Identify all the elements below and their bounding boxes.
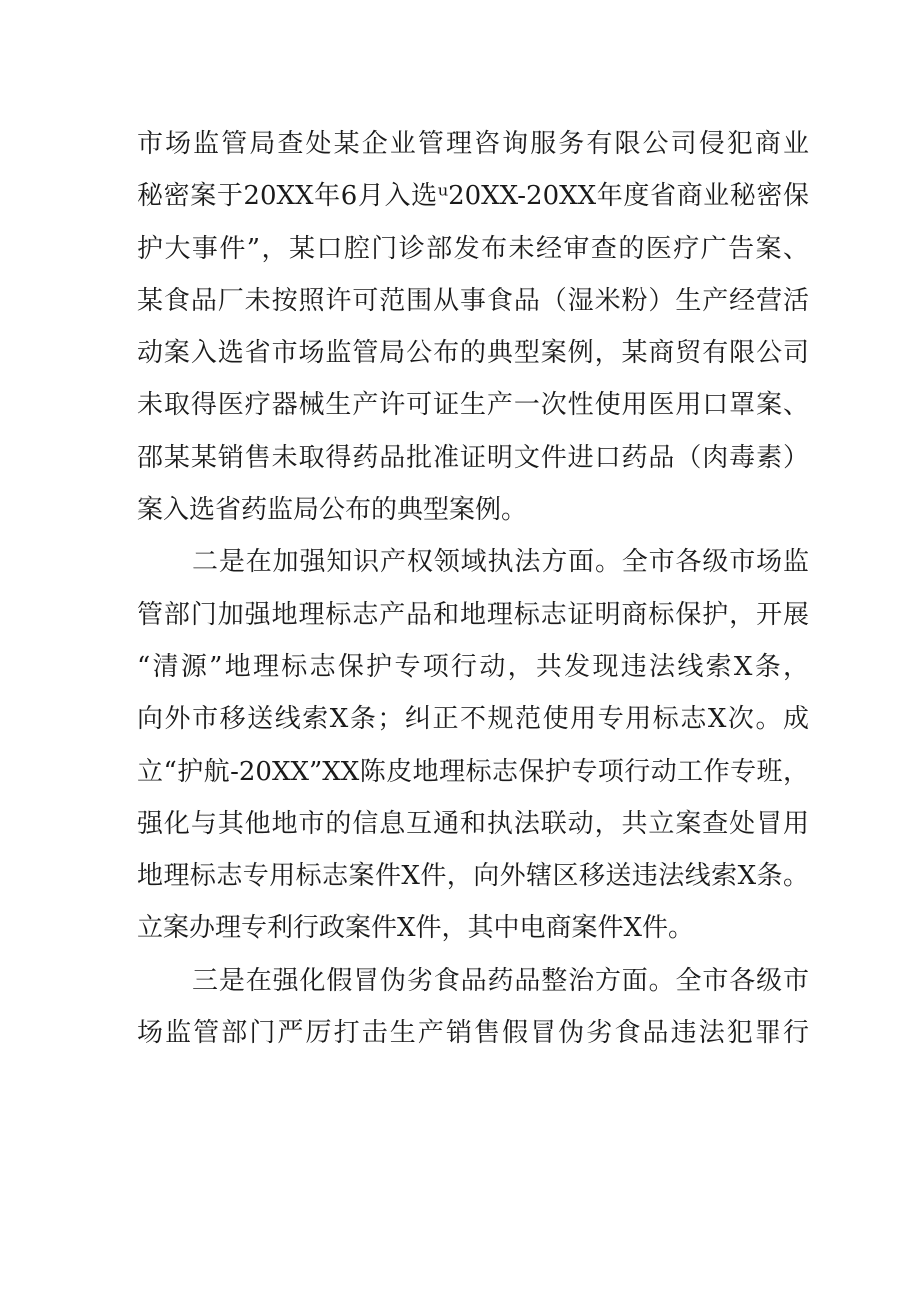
text-line: 未取得医疗器械生产许可证生产一次性使用医用口罩案、 <box>137 390 809 421</box>
text-line: 案入选省药监局公布的典型案例。 <box>137 495 528 526</box>
text-line: 邵某某销售未取得药品批准证明文件进口药品（肉毒素） <box>137 442 809 473</box>
paragraph-start-line: 三是在强化假冒伪劣食品药品整治方面。全市各级市 <box>192 965 809 996</box>
text-line: 向外市移送线索X条；纠正不规范使用专用标志X次。成 <box>137 704 809 735</box>
text-line: 秘密案于20XX年6月入选ᵘ20XX-20XX年度省商业秘密保 <box>137 181 809 212</box>
text-line: 动案入选省市场监管局公布的典型案例，某商贸有限公司 <box>137 338 809 369</box>
text-line: 立“护航-20XX”XX陈皮地理标志保护专项行动工作专班， <box>137 756 809 787</box>
text-line: 护大事件”，某口腔门诊部发布未经审查的医疗广告案、 <box>137 233 809 264</box>
text-line: 强化与其他地市的信息互通和执法联动，共立案查处冒用 <box>137 808 809 839</box>
text-line: 场监管部门严厉打击生产销售假冒伪劣食品违法犯罪行 <box>137 1018 809 1049</box>
text-line: 地理标志专用标志案件X件，向外辖区移送违法线索X条。 <box>137 861 809 892</box>
body-text <box>137 118 809 1059</box>
paragraph-start-line: 二是在加强知识产权领域执法方面。全市各级市场监 <box>192 547 809 578</box>
text-line: “清源”地理标志保护专项行动，共发现违法线索X条， <box>137 651 809 682</box>
text-line: 管部门加强地理标志产品和地理标志证明商标保护，开展 <box>137 599 809 630</box>
text-line: 某食品厂未按照许可范围从事食品（湿米粉）生产经营活 <box>137 285 809 316</box>
text-line: 立案办理专利行政案件X件，其中电商案件X件。 <box>137 913 695 944</box>
text-line: 市场监管局查处某企业管理咨询服务有限公司侵犯商业 <box>137 129 809 159</box>
